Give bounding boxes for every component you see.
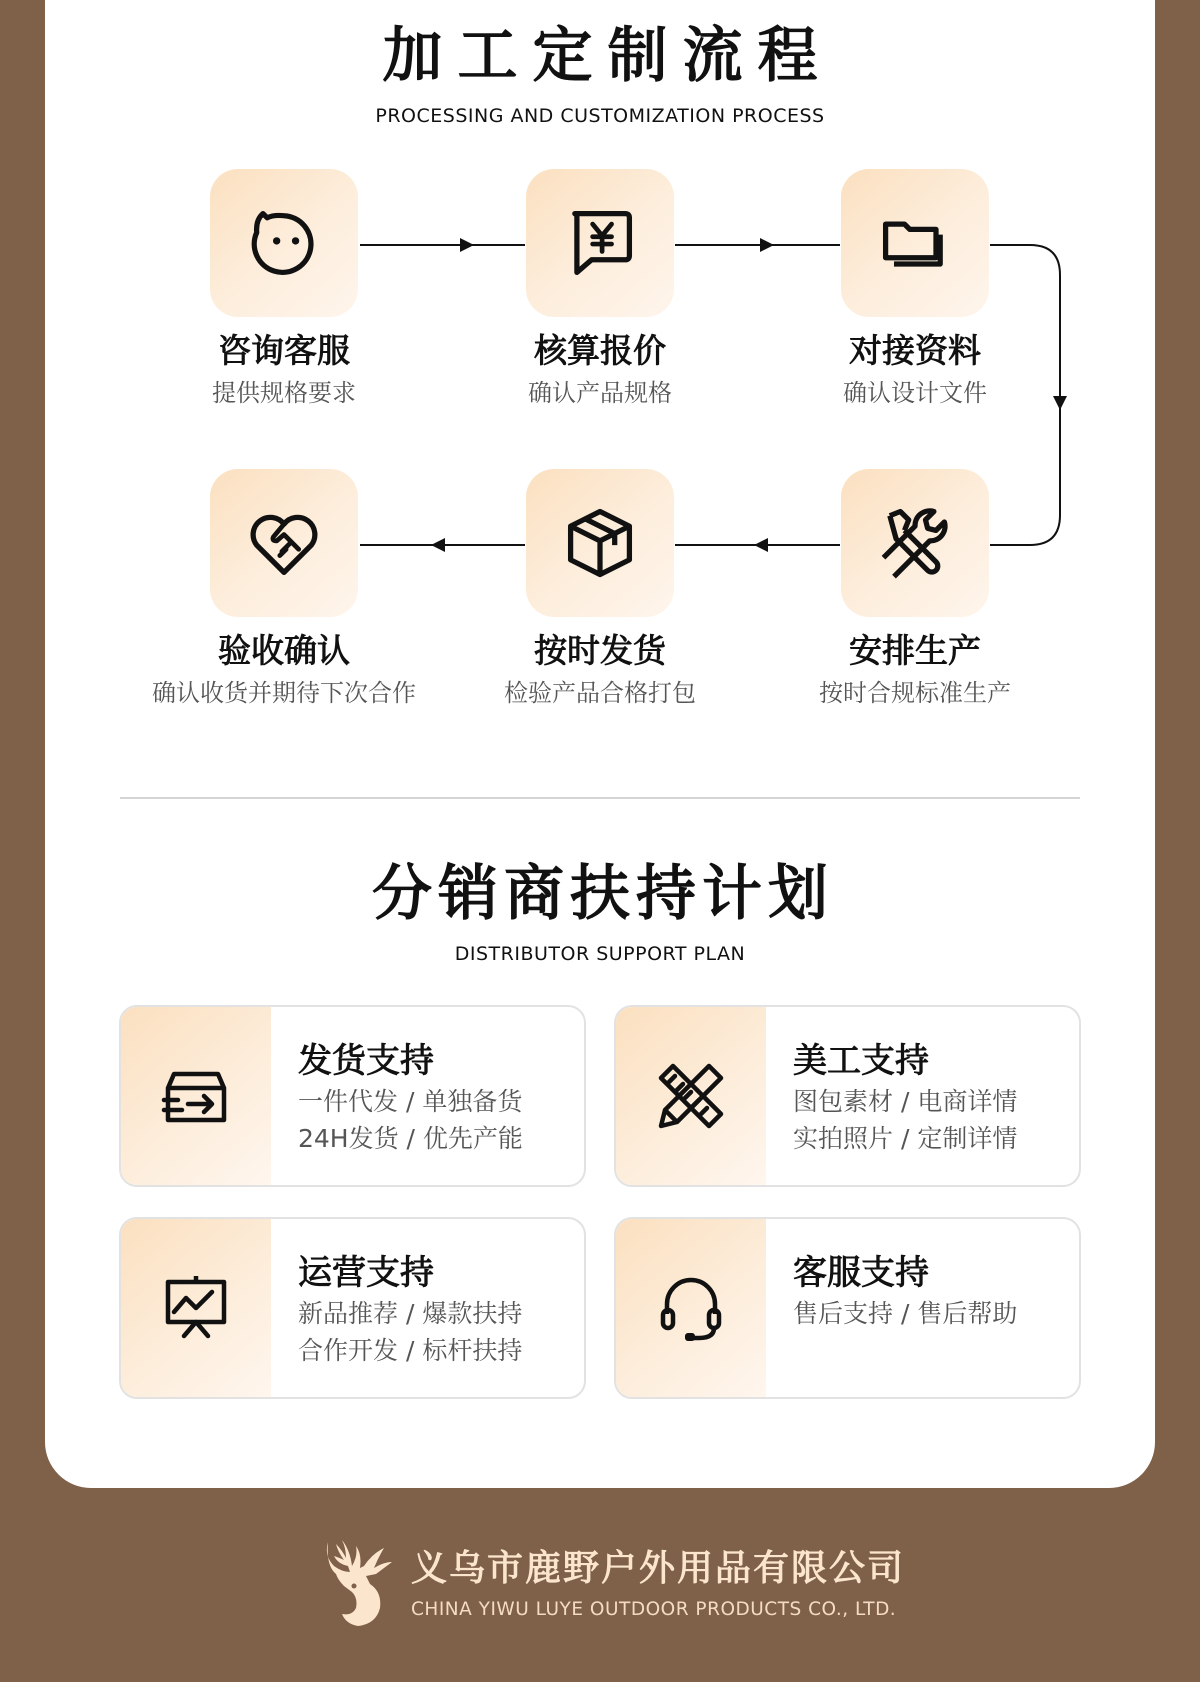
step-name: 核算报价 xyxy=(534,331,666,370)
step-desc: 确认产品规格 xyxy=(528,379,672,407)
deer-head-logo xyxy=(318,1536,400,1628)
heart-handshake-icon xyxy=(242,501,326,585)
support-card-shipping xyxy=(119,1005,586,1187)
process-step-accept xyxy=(134,469,434,709)
company-name-en: CHINA YIWU LUYE OUTDOOR PRODUCTS CO., LTD. xyxy=(411,1599,897,1620)
company-name-cn: 义乌市鹿野户外用品有限公司 xyxy=(411,1548,906,1589)
process-step-shipping xyxy=(450,469,750,709)
card-title: 运营支持 xyxy=(298,1253,434,1293)
step-icon-tile xyxy=(210,469,358,617)
card-title: 发货支持 xyxy=(298,1041,434,1081)
yen-quote-icon xyxy=(558,201,642,285)
card-line: 合作开发 / 标杆扶持 xyxy=(298,1336,523,1365)
inbox-export-icon xyxy=(160,1060,232,1132)
step-desc: 确认设计文件 xyxy=(843,379,987,407)
section-divider xyxy=(120,797,1080,799)
support-card-operations xyxy=(119,1217,586,1399)
process-step-quote xyxy=(450,169,750,409)
step-name: 验收确认 xyxy=(218,631,350,670)
headset-icon xyxy=(655,1272,727,1344)
folder-icon xyxy=(873,201,957,285)
step-icon-tile xyxy=(841,469,989,617)
step-desc: 提供规格要求 xyxy=(212,379,356,407)
process-step-files xyxy=(765,169,1065,409)
step-name: 按时发货 xyxy=(534,631,666,670)
card-line: 售后支持 / 售后帮助 xyxy=(793,1299,1018,1328)
card-icon-panel xyxy=(121,1007,271,1185)
step-icon-tile xyxy=(210,169,358,317)
step-icon-tile xyxy=(526,469,674,617)
process-step-production xyxy=(765,469,1065,709)
step-desc: 确认收货并期待下次合作 xyxy=(152,679,416,707)
step-icon-tile xyxy=(526,169,674,317)
wrench-screwdriver-icon xyxy=(873,501,957,585)
card-icon-panel xyxy=(616,1007,766,1185)
process-step-consult xyxy=(134,169,434,409)
process-subtitle: PROCESSING AND CUSTOMIZATION PROCESS xyxy=(375,105,825,127)
support-title: 分销商扶持计划 xyxy=(372,859,834,929)
card-line: 一件代发 / 单独备货 xyxy=(298,1087,523,1116)
package-box-icon xyxy=(558,501,642,585)
presentation-chart-icon xyxy=(160,1272,232,1344)
card-title: 美工支持 xyxy=(793,1041,929,1081)
card-line: 24H发货 / 优先产能 xyxy=(298,1124,523,1153)
step-name: 安排生产 xyxy=(849,631,981,670)
chat-bubble-icon xyxy=(242,201,326,285)
step-icon-tile xyxy=(841,169,989,317)
step-desc: 按时合规标准生产 xyxy=(819,679,1011,707)
step-name: 对接资料 xyxy=(849,331,981,370)
card-line: 图包素材 / 电商详情 xyxy=(793,1087,1018,1116)
support-card-design xyxy=(614,1005,1081,1187)
card-icon-panel xyxy=(121,1219,271,1397)
card-icon-panel xyxy=(616,1219,766,1397)
support-subtitle: DISTRIBUTOR SUPPORT PLAN xyxy=(454,943,746,965)
card-line: 实拍照片 / 定制详情 xyxy=(793,1124,1018,1153)
step-desc: 检验产品合格打包 xyxy=(504,679,696,707)
pencil-ruler-icon xyxy=(655,1060,727,1132)
support-card-customer-service xyxy=(614,1217,1081,1399)
card-title: 客服支持 xyxy=(793,1253,929,1293)
card-line: 新品推荐 / 爆款扶持 xyxy=(298,1299,523,1328)
process-title: 加工定制流程 xyxy=(382,21,833,91)
step-name: 咨询客服 xyxy=(218,331,350,370)
